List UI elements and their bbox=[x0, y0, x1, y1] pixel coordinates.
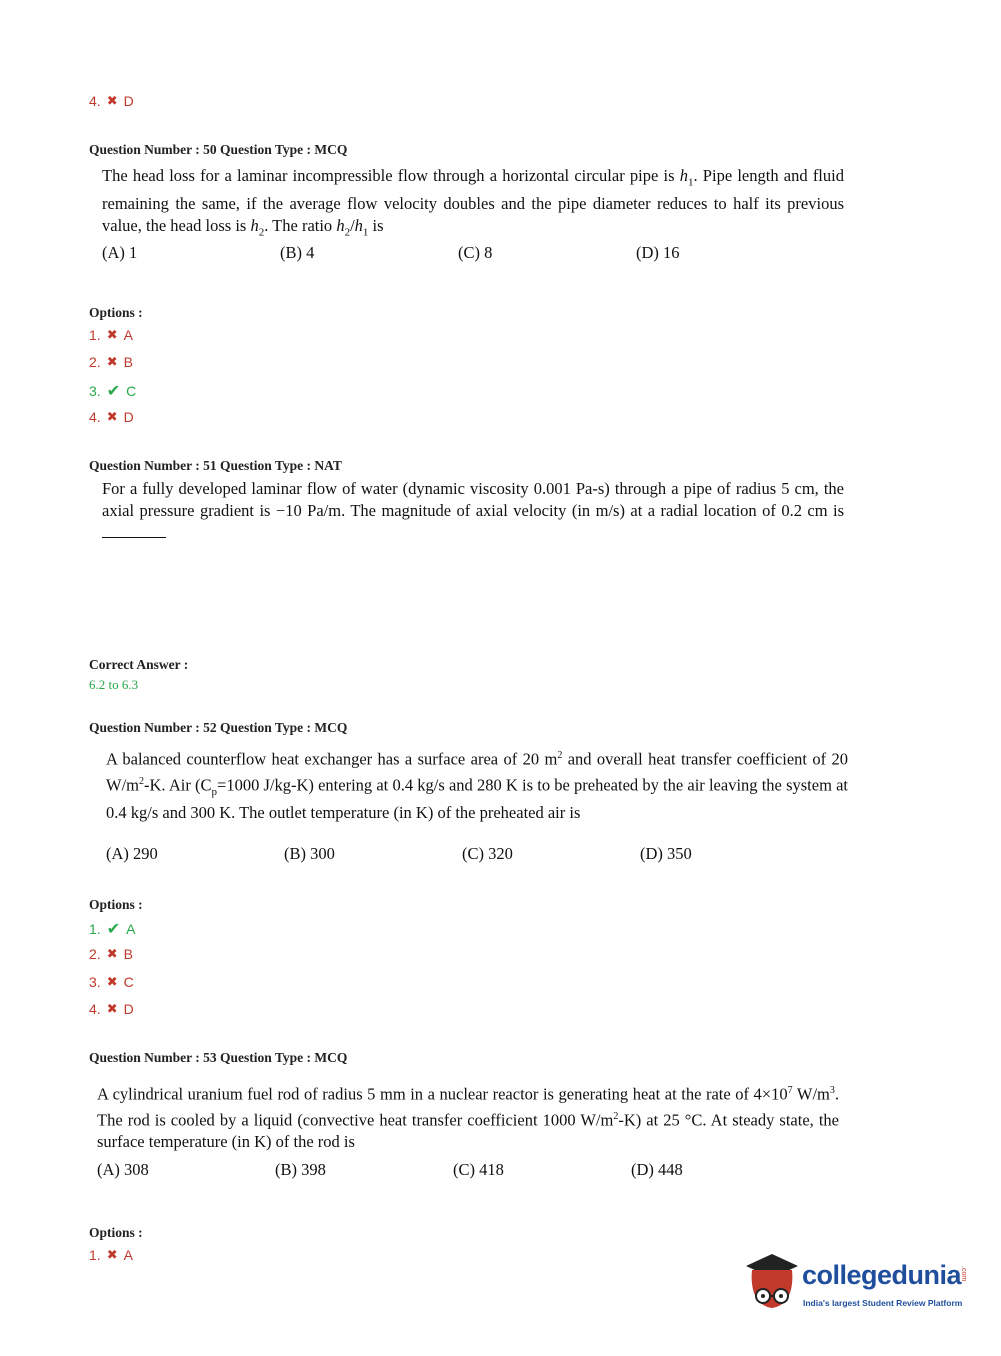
question-53-text: A cylindrical uranium fuel rod of radius 5 mm in a nuclear reactor is generating heat at the rate of $4\times 10^7$ $W/m^3$. The rod is cooled by a liquid (convective heat transfer coefficient 1000 $W/m^2-K$) at 25 °C. At steady state, the surface temperature (in K) of the rod is bbox=[97, 1084, 840, 1151]
correct-answer-value: 6.2 to 6.3 bbox=[89, 677, 139, 692]
option-label: C bbox=[123, 974, 134, 990]
logo-tld: .com bbox=[960, 1266, 967, 1282]
option-number: 1. bbox=[89, 1247, 101, 1263]
choice-a: (A) 308 bbox=[97, 1160, 149, 1179]
cross-icon: ✖ bbox=[106, 327, 118, 342]
question-50-header: Question Number : 50 Question Type : MCQ bbox=[89, 142, 348, 157]
option-number: 2. bbox=[89, 354, 101, 370]
option-number: 1. bbox=[89, 921, 101, 937]
cross-icon: ✖ bbox=[106, 93, 118, 108]
option-item bbox=[89, 381, 136, 401]
choice-b: (B) 398 bbox=[275, 1160, 326, 1179]
option-label: D bbox=[123, 1001, 134, 1017]
question-52-header: Question Number : 52 Question Type : MCQ bbox=[89, 720, 348, 735]
correct-answer-label: Correct Answer : bbox=[89, 657, 189, 672]
choice-c: (C) 418 bbox=[453, 1160, 504, 1179]
option-label: C bbox=[126, 383, 137, 399]
option-item bbox=[89, 946, 133, 962]
option-label: A bbox=[123, 1247, 133, 1263]
option-label: D bbox=[123, 409, 134, 425]
collegedunia-logo[interactable] bbox=[742, 1250, 972, 1320]
logo-wordmark: collegedunia bbox=[802, 1260, 962, 1290]
logo-tagline: India's largest Student Review Platform bbox=[803, 1298, 963, 1308]
cross-icon: ✖ bbox=[106, 1001, 118, 1016]
cross-icon: ✖ bbox=[106, 354, 118, 369]
option-number: 4. bbox=[89, 1001, 101, 1017]
option-label: B bbox=[123, 354, 133, 370]
choice-d: (D) 350 bbox=[640, 844, 692, 863]
option-item bbox=[89, 1247, 133, 1263]
choice-d: (D) 448 bbox=[631, 1160, 683, 1179]
checkmark-icon: ✔ bbox=[106, 921, 121, 938]
cross-icon: ✖ bbox=[106, 1247, 118, 1262]
choice-c: (C) 8 bbox=[458, 243, 493, 262]
cross-icon: ✖ bbox=[106, 946, 118, 961]
question-50-text: The head loss for a laminar incompressible flow through a horizontal circular pipe is $h_1$. Pipe length and fluid remaining the same, if the average flow velocity doubles and the pipe diameter reduces to half its previous value, the head loss is $h_2$. The ratio $h_2/h_1$ is bbox=[102, 166, 844, 239]
option-item bbox=[89, 354, 133, 370]
option-number: 4. bbox=[89, 409, 101, 425]
question-53-header: Question Number : 53 Question Type : MCQ bbox=[89, 1050, 348, 1065]
option-label: B bbox=[123, 946, 133, 962]
choice-a: (A) 1 bbox=[102, 243, 138, 262]
choice-b: (B) 4 bbox=[280, 243, 315, 262]
question-52-text: A balanced counterflow heat exchanger has a surface area of 20 $m^2$ and overall heat transfer coefficient of 20 $W/m^2-K$. Air ($C_p=1000$ J/kg-K) entering at 0.4 kg/s and 280 K is to be preheated by the air leaving the system at 0.4 kg/s and 300 K. The outlet temperature (in K) of the preheated air is bbox=[106, 749, 848, 823]
option-item bbox=[89, 1001, 134, 1017]
options-label: Options : bbox=[89, 897, 143, 912]
option-item bbox=[89, 93, 134, 109]
option-label: A bbox=[126, 921, 136, 937]
choice-d: (D) 16 bbox=[636, 243, 680, 262]
option-item bbox=[89, 409, 134, 425]
mascot-icon bbox=[742, 1250, 802, 1316]
option-number: 2. bbox=[89, 946, 101, 962]
checkmark-icon: ✔ bbox=[106, 383, 121, 400]
option-number: 3. bbox=[89, 974, 101, 990]
choice-b: (B) 300 bbox=[284, 844, 335, 863]
question-51-header: Question Number : 51 Question Type : NAT bbox=[89, 458, 342, 473]
cross-icon: ✖ bbox=[106, 974, 118, 989]
answer-blank bbox=[102, 523, 166, 538]
option-item bbox=[89, 327, 133, 343]
option-number: 3. bbox=[89, 383, 101, 399]
option-item bbox=[89, 919, 135, 939]
option-label: A bbox=[123, 327, 133, 343]
option-item bbox=[89, 974, 134, 990]
choice-a: (A) 290 bbox=[106, 844, 158, 863]
cross-icon: ✖ bbox=[106, 409, 118, 424]
option-label: D bbox=[123, 93, 134, 109]
options-label: Options : bbox=[89, 305, 143, 320]
option-number: 4. bbox=[89, 93, 101, 109]
choice-c: (C) 320 bbox=[462, 844, 513, 863]
options-label: Options : bbox=[89, 1225, 143, 1240]
question-51-text: For a fully developed laminar flow of water (dynamic viscosity 0.001 Pa-s) through a pipe of radius 5 cm, the axial pressure gradient is −10 Pa/m. The magnitude of axial velocity (in m/s) at a radial location of 0.2 cm is bbox=[102, 478, 844, 544]
option-number: 1. bbox=[89, 327, 101, 343]
